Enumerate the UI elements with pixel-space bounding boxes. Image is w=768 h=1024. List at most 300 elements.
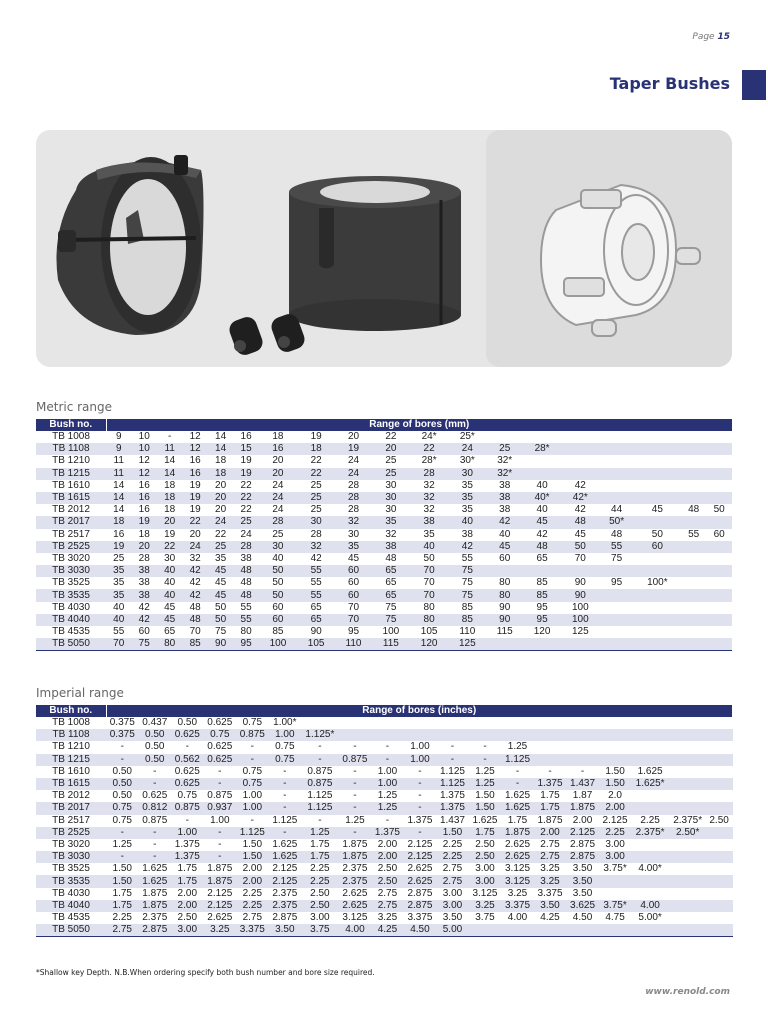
bore-size-cell: 2.625	[207, 912, 233, 924]
bore-size-cell: 18	[215, 455, 227, 467]
bush-number-cell: TB 4030	[52, 887, 90, 899]
bore-size-cell: 0.875	[236, 729, 269, 741]
bore-size-cell: 42	[182, 589, 207, 601]
bore-size-cell	[681, 565, 706, 577]
bore-size-cell: 1.75	[507, 814, 528, 826]
bore-size-cell: 42	[574, 479, 586, 491]
bore-size-cell	[706, 614, 732, 626]
bore-size-cell: 42	[131, 614, 156, 626]
bore-size-cell: 18	[164, 504, 176, 516]
bore-size-cell	[706, 778, 731, 790]
bore-size-cell: 38	[499, 479, 511, 491]
bore-size-cell: 30	[385, 479, 397, 491]
bore-size-cell	[523, 455, 561, 467]
table-row	[36, 802, 732, 814]
bore-size-cell: 2.50	[377, 863, 398, 875]
bore-size-cell	[599, 729, 632, 741]
bore-size-cell: 1.25	[345, 814, 365, 826]
bore-size-cell: 2.375	[342, 863, 368, 875]
bore-size-cell: 75	[131, 638, 156, 651]
bore-size-cell	[706, 626, 732, 638]
website-link[interactable]: www.renold.com	[645, 987, 730, 997]
bush-number-cell: TB 2525	[36, 827, 106, 839]
bore-size-cell: 3.75*	[599, 900, 632, 912]
footnote: *Shallow key Depth. N.B.When ordering specify both bush number and bore size required.	[36, 968, 375, 977]
bush-number-cell: TB 5050	[36, 638, 106, 651]
bore-size-cell	[706, 802, 731, 814]
bore-size-cell: 19	[310, 431, 322, 443]
bore-size-cell: -	[218, 765, 222, 777]
bore-size-cell: 40	[448, 516, 486, 528]
bore-size-cell: 45	[347, 552, 360, 564]
bore-size-cell: 1.625*	[631, 778, 669, 790]
bore-size-cell: 3.625	[566, 900, 599, 912]
bore-size-cell: 100	[382, 626, 400, 638]
bore-size-cell	[706, 602, 732, 614]
bore-size-cell: 38	[461, 528, 473, 540]
bore-size-cell: 80	[240, 626, 252, 638]
bore-size-cell: 28	[138, 552, 150, 564]
bore-size-cell	[706, 589, 732, 601]
bore-size-cell: 19	[189, 504, 201, 516]
bore-size-cell: 2.50	[475, 838, 495, 850]
bore-size-cell: 0.50	[106, 778, 139, 790]
bore-size-cell: 25	[113, 552, 125, 564]
imperial-bores-table	[36, 705, 732, 937]
bore-size-cell: -	[353, 765, 357, 777]
bore-size-cell: 2.00	[171, 900, 204, 912]
bore-size-cell: -	[515, 765, 520, 777]
bore-size-cell	[634, 431, 681, 443]
bore-size-cell	[371, 729, 404, 741]
bore-size-cell: 85	[536, 577, 548, 589]
bore-size-cell	[706, 924, 731, 937]
bore-size-cell	[669, 851, 707, 863]
bore-size-cell: 2.375	[339, 875, 372, 887]
bore-size-cell: 95	[536, 601, 548, 613]
bore-size-cell: 1.625	[142, 863, 168, 875]
bore-size-cell	[599, 924, 632, 937]
metric-bush-no-header: Bush no.	[36, 419, 106, 431]
bore-size-cell: 3.75*	[603, 863, 627, 875]
bore-size-cell: -	[404, 827, 437, 839]
bore-size-cell: 48	[688, 504, 700, 516]
bore-size-cell: 2.75	[436, 875, 469, 887]
bush-number-cell: TB 4040	[36, 900, 106, 912]
bore-size-cell: 2.375*	[673, 814, 703, 826]
bore-size-cell: 0.812	[139, 802, 172, 814]
bore-size-cell: 2.25	[442, 838, 463, 850]
bore-size-cell: 60	[335, 589, 372, 601]
bore-size-cell: 60	[499, 552, 511, 564]
bore-size-cell: 1.875	[566, 802, 599, 814]
table-row	[36, 443, 732, 455]
bore-size-cell: 28	[347, 479, 360, 491]
bore-size-cell: 70	[347, 601, 360, 613]
bore-size-cell: 19	[182, 492, 207, 504]
bore-size-cell	[534, 741, 567, 753]
bore-size-cell: 30	[385, 504, 397, 516]
bore-size-cell: 2.75	[242, 912, 263, 924]
bore-size-cell: 0.625	[174, 765, 200, 777]
bore-size-cell	[599, 589, 633, 601]
bore-size-cell: 55	[113, 626, 125, 638]
bore-size-cell: 0.75	[242, 717, 263, 729]
bore-size-cell: 95	[233, 638, 258, 651]
bore-size-cell	[669, 912, 707, 924]
bore-size-cell	[669, 717, 707, 729]
bore-size-cell: 2.375*	[631, 827, 669, 839]
bore-size-cell: 2.50	[469, 851, 502, 863]
bore-size-cell: 1.125	[307, 790, 333, 802]
bore-size-cell	[681, 468, 706, 480]
bore-size-cell: 25	[272, 528, 284, 540]
bore-size-cell: 2.125	[407, 838, 433, 850]
bore-size-cell: 0.625	[171, 778, 204, 790]
bore-size-cell: 28	[335, 492, 372, 504]
bore-size-cell: 1.50	[599, 778, 632, 790]
imperial-range-header: Range of bores (inches)	[106, 705, 732, 717]
bush-number-cell: TB 1210	[52, 455, 90, 467]
bore-size-cell: 22	[215, 528, 227, 540]
bore-size-cell: 0.75	[106, 802, 139, 814]
bore-size-cell: 4.25	[540, 912, 560, 924]
bore-size-cell: -	[353, 741, 357, 753]
bore-size-cell: 120	[533, 626, 551, 638]
bore-size-cell	[566, 729, 599, 741]
bore-size-cell: 1.25	[371, 802, 404, 814]
bore-size-cell: 1.75	[171, 875, 204, 887]
bore-size-cell: 2.00	[236, 875, 269, 887]
bore-size-cell	[301, 717, 339, 729]
bore-size-cell: 11	[157, 443, 182, 455]
bore-size-cell: 4.00	[507, 912, 528, 924]
bore-size-cell	[706, 754, 731, 766]
bore-size-cell	[631, 741, 669, 753]
bore-size-cell	[501, 924, 534, 937]
bore-size-cell	[706, 638, 732, 651]
bore-size-cell: 55	[461, 552, 473, 564]
bore-size-cell: -	[106, 851, 139, 863]
bore-size-cell: 20	[157, 516, 182, 528]
bore-size-cell: 18	[106, 516, 131, 528]
bore-size-cell: 19	[131, 516, 156, 528]
bore-size-cell: 48	[523, 541, 561, 553]
bore-size-cell: 32	[410, 492, 448, 504]
bush-number-cell: TB 1610	[52, 765, 90, 777]
bore-size-cell: 24	[182, 541, 207, 553]
bore-size-cell: 1.375	[371, 827, 404, 839]
bore-size-cell: 28*	[523, 443, 561, 455]
bore-size-cell: 1.00	[269, 729, 302, 741]
bore-size-cell: 95	[611, 577, 623, 589]
bore-size-cell: 3.50	[572, 863, 593, 875]
bore-size-cell: 14	[157, 468, 182, 480]
metric-table-header	[36, 419, 732, 431]
bush-number-cell: TB 4535	[52, 912, 90, 924]
bore-size-cell	[599, 480, 633, 492]
bore-size-cell: 42	[486, 516, 523, 528]
bore-size-cell: 4.50	[572, 912, 593, 924]
bore-size-cell: 3.125	[504, 863, 531, 875]
grub-screws-image	[227, 311, 308, 357]
page-number: Page 15	[692, 32, 730, 42]
bore-size-cell: -	[353, 790, 357, 802]
bore-size-cell	[469, 924, 502, 937]
bore-size-cell: 50	[272, 577, 284, 589]
bore-size-cell	[634, 553, 681, 565]
bore-size-cell	[469, 729, 502, 741]
bore-size-cell: -	[436, 754, 469, 766]
bore-size-cell: 1.375	[436, 802, 469, 814]
bore-size-cell: 1.375	[439, 790, 465, 802]
bore-size-cell: 55	[297, 565, 335, 577]
bore-size-cell: -	[139, 778, 172, 790]
title-accent-block	[742, 70, 766, 100]
bore-size-cell: 24	[240, 528, 252, 540]
bore-size-cell: 1.875	[139, 900, 172, 912]
bore-size-cell	[681, 443, 706, 455]
table-row	[36, 565, 732, 577]
bore-size-cell: 1.375	[174, 838, 200, 850]
bore-size-cell: 24*	[421, 431, 437, 443]
bore-size-cell	[669, 875, 707, 887]
bore-size-cell	[681, 553, 706, 565]
bore-size-cell: -	[450, 741, 455, 753]
table-row	[36, 766, 732, 778]
bore-size-cell: 80	[410, 614, 448, 626]
bore-size-cell	[561, 638, 599, 651]
bore-size-cell: 40	[410, 541, 448, 553]
bore-size-cell: 1.75	[177, 863, 198, 875]
bush-number-cell: TB 3535	[36, 875, 106, 887]
bore-size-cell: 30	[164, 552, 176, 564]
taper-bush-right-image	[289, 176, 461, 331]
bore-size-cell: 1.75	[301, 851, 339, 863]
bore-size-cell: 50	[561, 541, 599, 553]
bush-number-cell: TB 3525	[52, 863, 90, 875]
bore-size-cell: 22	[240, 504, 252, 516]
bore-size-cell: 2.50	[177, 912, 198, 924]
bore-size-cell: 1.00	[377, 765, 398, 777]
bore-size-cell: 2.875	[407, 887, 433, 899]
bore-size-cell: 16	[131, 492, 156, 504]
bore-size-cell	[561, 443, 599, 455]
bore-size-cell	[523, 638, 561, 651]
bore-size-cell: 1.125	[436, 778, 469, 790]
table-row	[36, 741, 732, 753]
bore-size-cell: 3.375	[236, 924, 269, 937]
taper-bush-left-image	[56, 155, 203, 335]
bush-number-cell: TB 2012	[52, 504, 90, 516]
bore-size-cell: 2.625	[504, 838, 531, 850]
bore-size-cell: 1.437	[439, 814, 465, 826]
bore-size-cell: 2.25	[599, 827, 632, 839]
bore-size-cell: 90	[486, 614, 523, 626]
bore-size-cell: 2.00	[177, 887, 198, 899]
table-row	[36, 875, 732, 887]
bore-size-cell: 12	[131, 468, 156, 480]
bore-size-cell: 0.75	[112, 814, 132, 826]
bore-size-cell: 22	[240, 479, 252, 491]
bore-size-cell: 32	[297, 541, 335, 553]
bore-size-cell: 2.50*	[669, 827, 707, 839]
bore-size-cell	[469, 717, 502, 729]
bore-size-cell	[566, 741, 599, 753]
bore-size-cell: 3.50	[566, 875, 599, 887]
metric-range-heading: Metric range	[36, 400, 113, 414]
bore-size-cell	[681, 431, 706, 443]
bore-size-cell	[486, 431, 523, 443]
bore-size-cell: 18	[297, 443, 335, 455]
bore-size-cell: 3.375	[501, 900, 534, 912]
bore-size-cell: 1.75	[469, 827, 502, 839]
bore-size-cell: 1.375	[171, 851, 204, 863]
bore-size-cell: 3.00	[442, 887, 463, 899]
bore-size-cell: 2.50	[310, 887, 330, 899]
bore-size-cell: 100	[561, 614, 599, 626]
bore-size-cell: 60	[272, 601, 284, 613]
bore-size-cell	[631, 802, 669, 814]
bore-size-cell	[706, 863, 731, 875]
bore-size-cell	[523, 431, 561, 443]
bore-size-cell: 48	[233, 589, 258, 601]
bush-number-cell: TB 1610	[52, 479, 90, 491]
bore-size-cell: 0.50	[139, 729, 172, 741]
bore-size-cell: 30	[347, 528, 360, 540]
bore-size-cell: 45	[215, 577, 227, 589]
bore-size-cell: 35	[461, 479, 473, 491]
bore-size-cell: 22	[310, 455, 322, 467]
bore-size-cell: 0.75	[177, 790, 198, 802]
bore-size-cell: 0.75	[236, 778, 269, 790]
bore-size-cell: 1.625	[272, 838, 298, 850]
bore-size-cell	[706, 741, 731, 753]
bore-size-cell: 0.875	[171, 802, 204, 814]
table-row	[36, 839, 732, 851]
bore-size-cell: 3.75	[301, 924, 339, 937]
bore-size-cell: 110	[459, 626, 476, 638]
bore-size-cell: 4.00	[631, 900, 669, 912]
bore-size-cell: 2.375	[272, 887, 298, 899]
bore-size-cell: 1.875	[537, 814, 563, 826]
bore-size-cell: 1.00	[410, 741, 430, 753]
bore-size-cell: 0.375	[106, 729, 139, 741]
bore-size-cell: 2.625	[407, 863, 433, 875]
bore-size-cell	[534, 729, 567, 741]
bore-size-cell: 16	[138, 504, 150, 516]
bore-size-cell	[523, 565, 561, 577]
bore-size-cell: 65	[536, 552, 548, 564]
bore-size-cell: 60	[347, 577, 360, 589]
bore-size-cell	[669, 924, 707, 937]
bore-size-cell: 1.50	[112, 863, 132, 875]
bore-size-cell	[669, 900, 707, 912]
bore-size-cell: 24	[335, 468, 372, 480]
bore-size-cell	[681, 455, 706, 467]
bore-size-cell: 38	[499, 504, 511, 516]
bore-size-cell: 50	[713, 504, 725, 516]
bore-size-cell: -	[469, 754, 502, 766]
bore-size-cell: 42	[138, 601, 150, 613]
bore-size-cell: 48	[233, 565, 258, 577]
bore-size-cell: 11	[106, 468, 131, 480]
bore-size-cell: 19	[233, 468, 258, 480]
bore-size-cell: 65	[385, 577, 397, 589]
bore-size-cell: 15	[233, 443, 258, 455]
bore-size-cell: 2.25	[310, 863, 330, 875]
bore-size-cell: 38	[372, 541, 410, 553]
bore-size-cell: 18	[164, 479, 176, 491]
bore-size-cell: 22	[385, 431, 397, 443]
bore-size-cell: 2.25	[112, 912, 132, 924]
bore-size-cell: 19	[164, 528, 176, 540]
bore-size-cell	[631, 717, 669, 729]
bore-size-cell	[681, 638, 706, 651]
bore-size-cell: 90	[499, 601, 511, 613]
product-image-panel	[36, 130, 732, 367]
table-row	[36, 863, 732, 875]
bore-size-cell: 0.625	[204, 754, 237, 766]
bore-size-cell: 125	[448, 638, 486, 651]
bore-size-cell: 42*	[561, 492, 599, 504]
bore-size-cell: 20	[189, 528, 201, 540]
bore-size-cell: 70	[410, 565, 448, 577]
bore-size-cell: 14	[106, 492, 131, 504]
bore-size-cell: 40*	[523, 492, 561, 504]
imperial-range-heading: Imperial range	[36, 686, 124, 700]
bore-size-cell: 70	[410, 589, 448, 601]
bore-size-cell: 0.625	[207, 717, 233, 729]
bore-size-cell	[634, 565, 681, 577]
bore-size-cell: 25	[208, 541, 233, 553]
bore-size-cell	[681, 492, 706, 504]
bore-size-cell	[599, 468, 633, 480]
bore-size-cell: 1.75	[310, 838, 330, 850]
bore-size-cell: -	[371, 754, 404, 766]
bore-size-cell: 3.375	[407, 912, 433, 924]
bore-size-cell: 42	[536, 528, 548, 540]
bore-size-cell	[706, 912, 731, 924]
bore-size-cell: 48	[385, 552, 397, 564]
table-row	[36, 431, 732, 443]
bore-size-cell: 1.625	[269, 851, 302, 863]
bore-size-cell	[634, 589, 681, 601]
bore-size-cell	[599, 717, 632, 729]
bore-size-cell: 19	[106, 541, 131, 553]
bore-size-cell: -	[318, 814, 322, 826]
table-row	[36, 827, 732, 839]
bore-size-cell: 2.25	[236, 900, 269, 912]
bore-size-cell	[631, 839, 669, 851]
bore-size-cell: 0.875	[207, 790, 233, 802]
table-row	[36, 480, 732, 492]
bore-size-cell: 32	[385, 528, 397, 540]
bore-size-cell: 0.75	[242, 765, 263, 777]
bush-number-cell: TB 2525	[36, 541, 106, 553]
bore-size-cell: 70	[423, 577, 435, 589]
imperial-table-body	[36, 717, 732, 937]
bore-size-cell: 45	[157, 614, 182, 626]
bore-size-cell: 115	[372, 638, 410, 651]
bore-size-cell: 2.125	[207, 887, 233, 899]
bore-size-cell: 1.875	[204, 875, 237, 887]
bore-size-cell: 1.875	[142, 887, 168, 899]
bore-size-cell: 0.50	[145, 741, 165, 753]
table-row	[36, 717, 732, 729]
bore-size-cell: -	[185, 741, 189, 753]
bore-size-cell: 22	[182, 516, 207, 528]
